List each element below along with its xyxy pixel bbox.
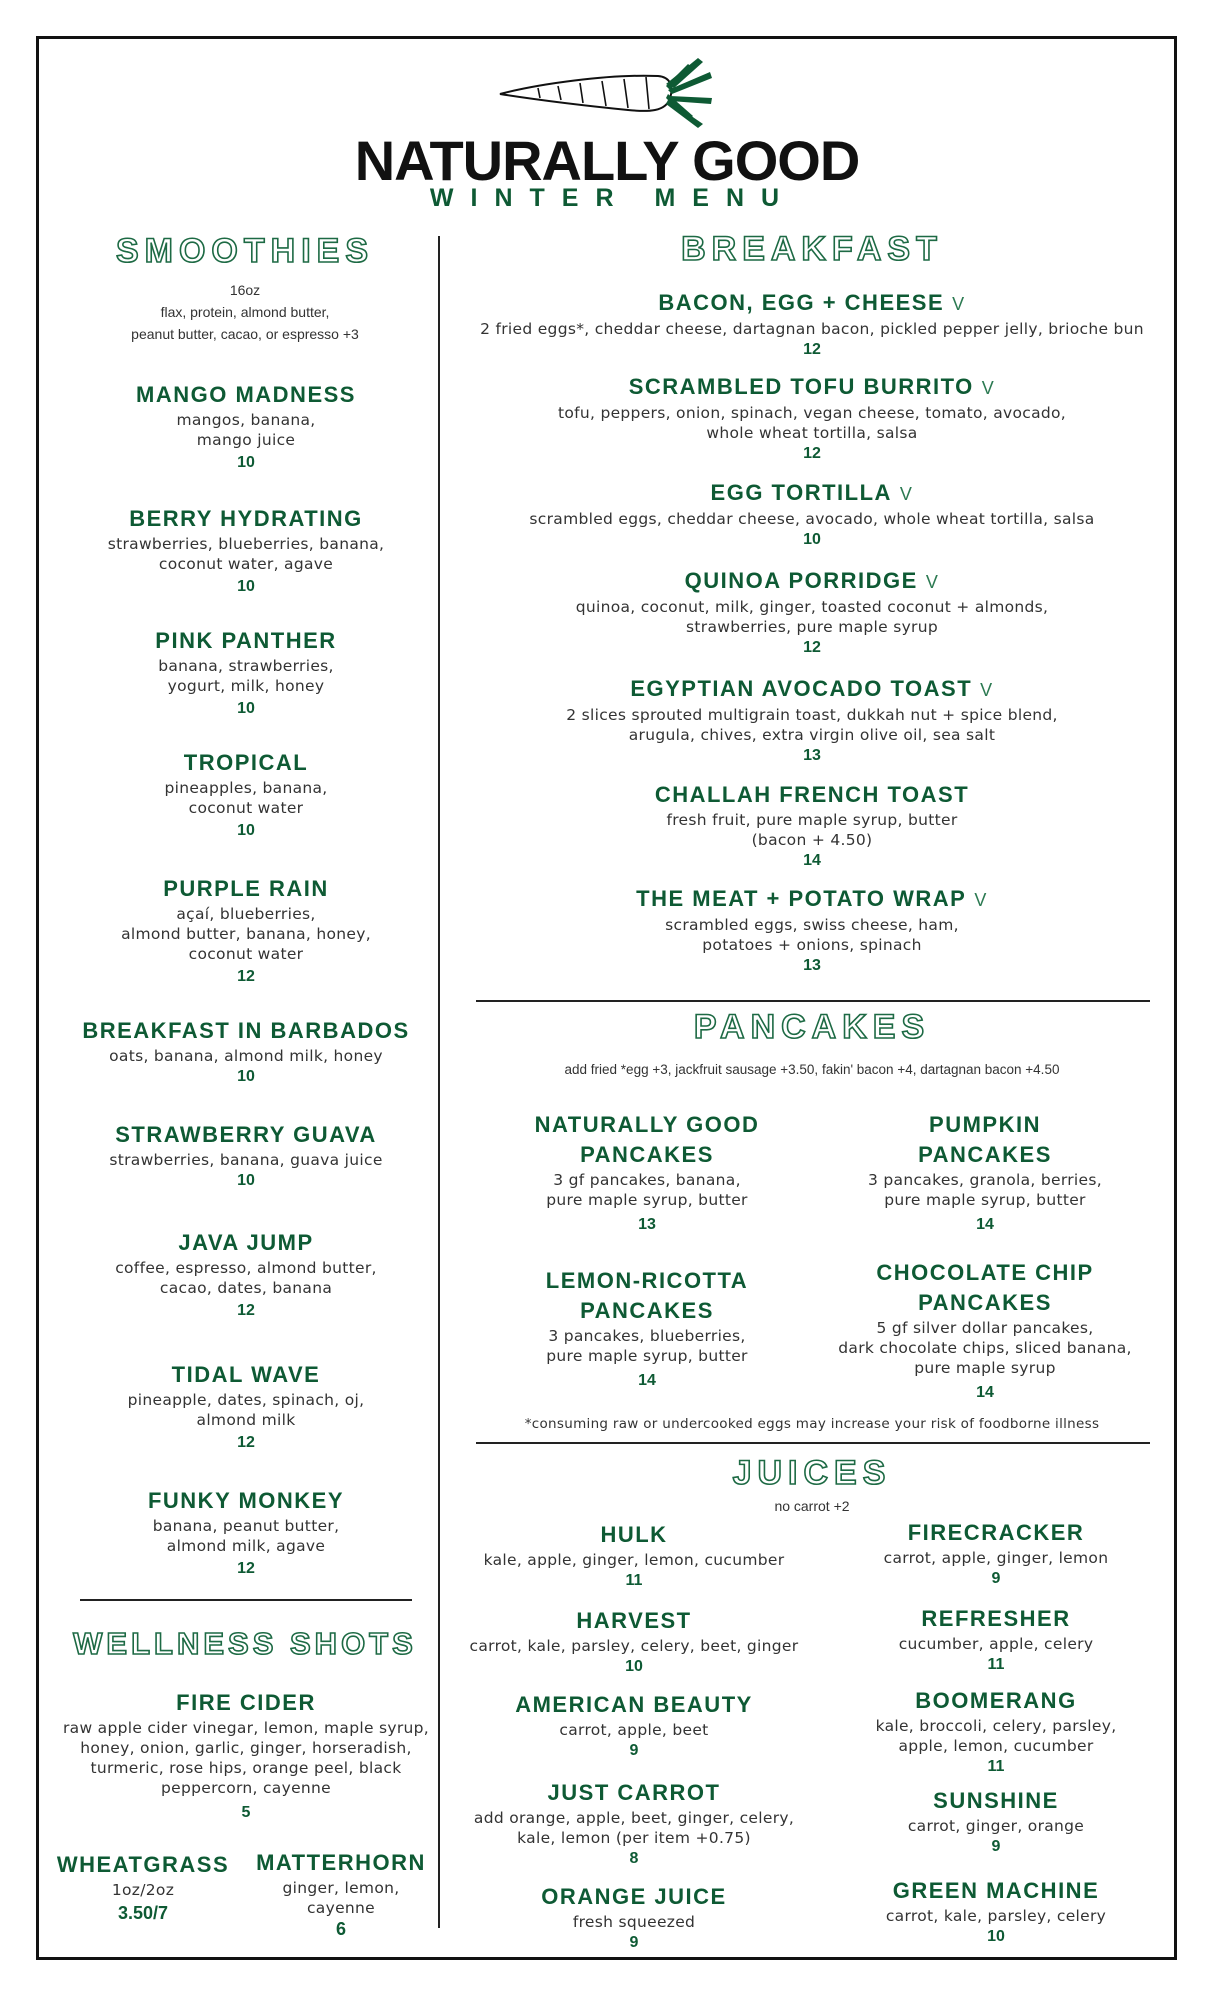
menu-item <box>464 1520 804 1592</box>
pancakes-divider <box>476 1442 1150 1444</box>
vegetarian-icon: V <box>952 294 966 314</box>
item-desc: scrambled eggs, swiss cheese, ham, <box>665 916 959 934</box>
item-desc: almond milk, agave <box>166 1537 326 1555</box>
item-desc: kale, broccoli, celery, parsley, <box>875 1717 1117 1735</box>
menu-item <box>480 1266 814 1392</box>
item-desc: raw apple cider vinegar, lemon, maple syrup, <box>62 1719 430 1737</box>
smoothies-addons-line1: flax, protein, almond butter, <box>160 304 330 320</box>
item-name <box>56 1016 436 1046</box>
item-name-text: REFRESHER <box>921 1606 1071 1631</box>
item-name <box>56 626 436 656</box>
menu-item <box>826 1604 1166 1676</box>
item-price: 10 <box>237 822 255 839</box>
breakfast-divider <box>476 1000 1150 1002</box>
eggs-disclaimer: *consuming raw or undercooked eggs may increase your risk of foodborne illness <box>524 1416 1100 1432</box>
column-divider <box>438 236 440 1928</box>
item-desc: mangos, banana, <box>176 411 316 429</box>
item-name-text: QUINOA PORRIDGE <box>684 568 918 593</box>
item-desc: almond milk <box>196 1411 296 1429</box>
item-price: 10 <box>237 1068 255 1085</box>
item-name <box>464 1690 804 1720</box>
smoothies-heading: SMOOTHIES <box>115 232 375 270</box>
item-price: 13 <box>803 747 821 764</box>
menu-item <box>464 1778 804 1870</box>
menu-item <box>56 748 436 842</box>
item-desc: fresh fruit, pure maple syrup, butter <box>666 811 958 829</box>
menu-item <box>464 1606 804 1678</box>
vegetarian-icon: V <box>925 572 940 592</box>
item-name <box>476 884 1148 915</box>
item-name-text: NATURALLY GOOD <box>534 1112 760 1137</box>
item-desc: mango juice <box>196 431 296 449</box>
item-name <box>480 1110 814 1140</box>
menu-item <box>56 874 436 988</box>
item-price: 13 <box>803 957 821 974</box>
menu-item <box>826 1786 1166 1858</box>
pancakes-heading: PANCAKES <box>693 1008 931 1046</box>
item-name-text: SCRAMBLED TOFU BURRITO <box>628 374 974 399</box>
item-desc: pineapples, banana, <box>164 779 328 797</box>
item-price: 8 <box>629 1850 639 1867</box>
item-name-text: SUNSHINE <box>933 1788 1059 1813</box>
item-name <box>480 1266 814 1296</box>
item-name-text: AMERICAN BEAUTY <box>515 1692 753 1717</box>
item-price: 5 <box>241 1804 251 1821</box>
item-price: 9 <box>991 1570 1001 1587</box>
item-desc: pure maple syrup <box>914 1359 1056 1377</box>
item-name: FIRE CIDER <box>176 1690 316 1715</box>
menu-item <box>826 1876 1166 1948</box>
item-desc: almond butter, banana, honey, <box>121 925 371 943</box>
item-desc: coconut water <box>188 799 304 817</box>
menu-item <box>56 1120 436 1192</box>
item-desc: coffee, espresso, almond butter, <box>115 1259 377 1277</box>
item-desc: banana, strawberries, <box>158 657 334 675</box>
smoothies-divider <box>80 1599 412 1601</box>
item-price: 10 <box>803 531 821 548</box>
menu-item <box>464 1882 804 1954</box>
item-desc: banana, peanut butter, <box>152 1517 340 1535</box>
item-desc: kale, lemon (per item +0.75) <box>517 1829 751 1847</box>
item-desc: carrot, kale, parsley, celery, beet, ginger <box>469 1637 799 1655</box>
item-name <box>480 1296 814 1326</box>
item-price: 9 <box>629 1742 639 1759</box>
item-name <box>56 1120 436 1150</box>
item-name <box>826 1876 1166 1906</box>
item-name-text: JAVA JUMP <box>178 1230 314 1255</box>
item-price: 12 <box>237 968 255 985</box>
item-name-text: HARVEST <box>576 1608 692 1633</box>
item-price: 12 <box>237 1302 255 1319</box>
menu-item <box>56 626 436 720</box>
item-name-text: BOOMERANG <box>915 1688 1077 1713</box>
menu-item <box>476 674 1148 767</box>
item-price: 12 <box>803 341 821 358</box>
item-name <box>476 288 1148 319</box>
item-name <box>480 1140 814 1170</box>
menu-item <box>818 1258 1152 1404</box>
item-name-text: EGYPTIAN AVOCADO TOAST <box>630 676 973 701</box>
item-desc: 3 pancakes, blueberries, <box>548 1327 746 1345</box>
item-desc: carrot, ginger, orange <box>907 1817 1085 1835</box>
item-name <box>818 1288 1152 1318</box>
menu-item <box>56 504 436 598</box>
item-desc: cayenne <box>306 1899 375 1917</box>
item-desc: honey, onion, garlic, ginger, horseradish, <box>80 1739 412 1757</box>
item-name-text: PURPLE RAIN <box>163 876 329 901</box>
item-desc: carrot, apple, beet <box>559 1721 709 1739</box>
item-price: 14 <box>976 1384 994 1401</box>
item-desc: whole wheat tortilla, salsa <box>706 424 918 442</box>
item-desc: quinoa, coconut, milk, ginger, toasted coconut + almonds, <box>575 598 1049 616</box>
item-desc: 5 gf silver dollar pancakes, <box>876 1319 1094 1337</box>
item-desc: add orange, apple, beet, ginger, celery, <box>473 1809 795 1827</box>
item-name <box>56 748 436 778</box>
item-name <box>476 478 1148 509</box>
item-price: 11 <box>987 1758 1005 1775</box>
item-desc: carrot, apple, ginger, lemon <box>883 1549 1109 1567</box>
item-name-text: PINK PANTHER <box>155 628 337 653</box>
item-desc: 2 slices sprouted multigrain toast, dukkah nut + spice blend, <box>566 706 1058 724</box>
item-name <box>464 1520 804 1550</box>
item-price: 10 <box>237 1172 255 1189</box>
item-name-text: BREAKFAST IN BARBADOS <box>82 1018 410 1043</box>
wellness-heading: WELLNESS SHOTS <box>73 1626 417 1661</box>
item-name-text: FIRECRACKER <box>907 1520 1085 1545</box>
item-desc: pure maple syrup, butter <box>546 1347 748 1365</box>
item-desc: 2 fried eggs*, cheddar cheese, dartagnan bacon, pickled pepper jelly, brioche bun <box>480 320 1144 338</box>
vegetarian-icon: V <box>899 484 914 504</box>
item-desc: tofu, peppers, onion, spinach, vegan cheese, tomato, avocado, <box>557 404 1067 422</box>
item-price: 10 <box>625 1658 643 1675</box>
item-price: 10 <box>237 700 255 717</box>
item-desc: pure maple syrup, butter <box>546 1191 748 1209</box>
item-name-text: CHOCOLATE CHIP <box>876 1260 1094 1285</box>
item-desc: oats, banana, almond milk, honey <box>109 1047 383 1065</box>
item-name-text: PANCAKES <box>918 1142 1052 1167</box>
item-desc: coconut water <box>188 945 304 963</box>
item-desc: carrot, kale, parsley, celery <box>885 1907 1107 1925</box>
menu-item-wheatgrass <box>48 1850 238 1924</box>
item-name-text: CHALLAH FRENCH TOAST <box>654 782 970 807</box>
item-desc: açaí, blueberries, <box>176 905 316 923</box>
menu-item <box>826 1686 1166 1778</box>
menu-item <box>476 566 1148 659</box>
item-price: 9 <box>629 1934 639 1951</box>
item-name: WHEATGRASS <box>56 1852 230 1877</box>
brand-subtitle: WINTER MENU <box>429 184 797 212</box>
item-price: 11 <box>987 1656 1005 1673</box>
item-desc: cucumber, apple, celery <box>898 1635 1094 1653</box>
item-name <box>56 874 436 904</box>
item-price: 3.50/7 <box>117 1903 169 1923</box>
item-name <box>464 1778 804 1808</box>
item-desc: yogurt, milk, honey <box>167 677 325 695</box>
item-name <box>818 1110 1152 1140</box>
item-name-text: PANCAKES <box>580 1142 714 1167</box>
item-name: MATTERHORN <box>256 1850 426 1875</box>
item-name <box>476 674 1148 705</box>
item-name <box>464 1882 804 1912</box>
menu-item <box>56 380 436 474</box>
item-name <box>476 566 1148 597</box>
item-name-text: MANGO MADNESS <box>136 382 356 407</box>
item-desc: arugula, chives, extra virgin olive oil, sea salt <box>628 726 996 744</box>
vegetarian-icon: V <box>981 378 996 398</box>
item-desc: 3 pancakes, granola, berries, <box>868 1171 1102 1189</box>
item-name-text: JUST CARROT <box>547 1780 721 1805</box>
juices-heading: JUICES <box>732 1454 892 1492</box>
vegetarian-icon: V <box>980 680 994 700</box>
item-name-text: ORANGE JUICE <box>541 1884 727 1909</box>
item-name-text: TROPICAL <box>183 750 309 775</box>
item-name-text: HULK <box>600 1522 668 1547</box>
item-desc: cacao, dates, banana <box>159 1279 333 1297</box>
item-desc: dark chocolate chips, sliced banana, <box>838 1339 1132 1357</box>
item-name <box>826 1604 1166 1634</box>
menu-item <box>56 1016 436 1088</box>
item-name-text: BACON, EGG + CHEESE <box>658 290 945 315</box>
item-name-text: STRAWBERRY GUAVA <box>115 1122 377 1147</box>
item-name <box>56 1486 436 1516</box>
menu-item <box>476 288 1148 361</box>
item-desc: ginger, lemon, <box>282 1879 400 1897</box>
item-price: 6 <box>335 1919 346 1939</box>
item-name-text: PUMPKIN <box>929 1112 1041 1137</box>
item-desc: 1oz/2oz <box>111 1881 175 1899</box>
pancakes-addons: add fried *egg +3, jackfruit sausage +3.50, fakin' bacon +4, dartagnan bacon +4.50 <box>564 1062 1060 1077</box>
menu-item <box>476 372 1148 465</box>
juices-note: no carrot +2 <box>774 1498 850 1514</box>
item-desc: strawberries, blueberries, banana, <box>107 535 385 553</box>
item-price: 12 <box>237 1560 255 1577</box>
menu-item <box>476 478 1148 551</box>
item-name-text: FUNKY MONKEY <box>147 1488 345 1513</box>
item-price: 14 <box>976 1216 994 1233</box>
item-name <box>826 1686 1166 1716</box>
item-name <box>476 780 1148 810</box>
menu-item <box>818 1110 1152 1236</box>
item-price: 10 <box>987 1928 1005 1945</box>
breakfast-heading: BREAKFAST <box>681 230 943 268</box>
smoothies-size: 16oz <box>229 282 261 298</box>
item-name <box>826 1518 1166 1548</box>
item-price: 13 <box>638 1216 656 1233</box>
item-name <box>476 372 1148 403</box>
item-desc: potatoes + onions, spinach <box>702 936 922 954</box>
menu-item <box>476 884 1148 977</box>
item-name-text: GREEN MACHINE <box>892 1878 1100 1903</box>
item-price: 12 <box>803 639 821 656</box>
item-name-text: PANCAKES <box>580 1298 714 1323</box>
item-price: 10 <box>237 454 255 471</box>
item-desc: kale, apple, ginger, lemon, cucumber <box>483 1551 785 1569</box>
item-price: 9 <box>991 1838 1001 1855</box>
item-price: 11 <box>625 1572 643 1589</box>
item-name-text: TIDAL WAVE <box>171 1362 321 1387</box>
item-desc: 3 gf pancakes, banana, <box>553 1171 741 1189</box>
vegetarian-icon: V <box>974 890 988 910</box>
item-desc: pure maple syrup, butter <box>884 1191 1086 1209</box>
item-name <box>56 1360 436 1390</box>
menu-item <box>56 1228 436 1322</box>
item-name-text: EGG TORTILLA <box>710 480 892 505</box>
item-name-text: LEMON-RICOTTA <box>545 1268 749 1293</box>
item-name <box>464 1606 804 1636</box>
item-name-text: BERRY HYDRATING <box>129 506 363 531</box>
brand-title: NATURALLY GOOD <box>354 129 860 192</box>
item-name-text: PANCAKES <box>918 1290 1052 1315</box>
item-name <box>818 1140 1152 1170</box>
menu-item <box>826 1518 1166 1590</box>
item-name <box>56 1228 436 1258</box>
menu-item-fire-cider <box>56 1688 436 1824</box>
carrot-logo-icon <box>498 54 716 134</box>
item-price: 12 <box>237 1434 255 1451</box>
menu-item-matterhorn <box>246 1848 436 1940</box>
item-desc: coconut water, agave <box>158 555 334 573</box>
item-name <box>818 1258 1152 1288</box>
item-desc: apple, lemon, cucumber <box>898 1737 1094 1755</box>
item-desc: pineapple, dates, spinach, oj, <box>127 1391 365 1409</box>
item-desc: fresh squeezed <box>572 1913 696 1931</box>
menu-item <box>480 1110 814 1236</box>
menu-item <box>56 1486 436 1580</box>
item-price: 14 <box>803 852 821 869</box>
menu-item <box>476 780 1148 872</box>
item-name <box>56 380 436 410</box>
item-name <box>826 1786 1166 1816</box>
item-name-text: THE MEAT + POTATO WRAP <box>636 886 967 911</box>
item-desc: peppercorn, cayenne <box>160 1779 332 1797</box>
item-desc: strawberries, pure maple syrup <box>686 618 938 636</box>
item-price: 14 <box>638 1372 656 1389</box>
item-price: 12 <box>803 445 821 462</box>
item-desc: scrambled eggs, cheddar cheese, avocado, whole wheat tortilla, salsa <box>529 510 1095 528</box>
smoothies-addons-line2: peanut butter, cacao, or espresso +3 <box>131 326 359 342</box>
menu-item <box>464 1690 804 1762</box>
item-price: 10 <box>237 578 255 595</box>
item-desc: turmeric, rose hips, orange peel, black <box>90 1759 402 1777</box>
item-desc: strawberries, banana, guava juice <box>109 1151 383 1169</box>
item-desc: (bacon + 4.50) <box>751 831 873 849</box>
menu-item <box>56 1360 436 1454</box>
item-name <box>56 504 436 534</box>
